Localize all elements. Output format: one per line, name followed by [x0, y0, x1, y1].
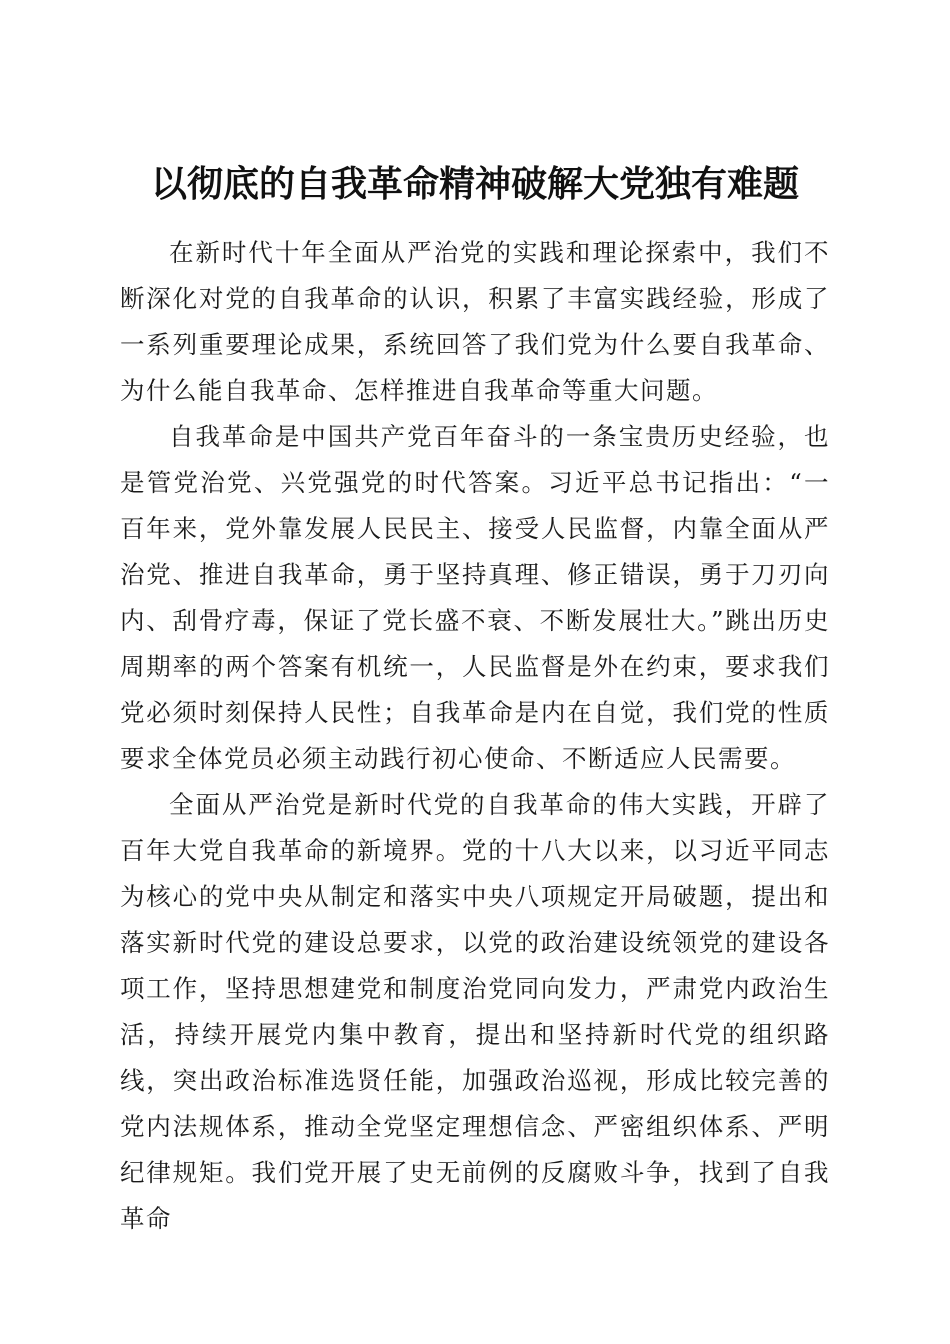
paragraph-2: 自我革命是中国共产党百年奋斗的一条宝贵历史经验，也是管党治党、兴党强党的时代答案。习近平总书记指出：“一百年来，党外靠发展人民民主、接受人民监督，内靠全面从严治党、推进自我革命，勇于坚持真理、修正错误，勇于刀刃向内、刮骨疗毒，保证了党长盛不衰、不断发展壮大。”跳出历史周期率的两个答案有机统一，人民监督是外在约束，要求我们党必须时刻保持人民性；自我革命是内在自觉，我们党的性质要求全体党员必须主动践行初心使命、不断适应人民需要。	[120, 422, 830, 773]
paragraph-1: 在新时代十年全面从严治党的实践和理论探索中，我们不断深化对党的自我革命的认识，积累了丰富实践经验，形成了一系列重要理论成果，系统回答了我们党为什么要自我革命、为什么能自我革命、怎样推进自我革命等重大问题。	[120, 238, 830, 405]
paragraph-3: 全面从严治党是新时代党的自我革命的伟大实践，开辟了百年大党自我革命的新境界。党的十八大以来，以习近平同志为核心的党中央从制定和落实中央八项规定开局破题，提出和落实新时代党的建设总要求，以党的政治建设统领党的建设各项工作，坚持思想建党和制度治党同向发力，严肃党内政治生活，持续开展党内集中教育，提出和坚持新时代党的组织路线，突出政治标准选贤任能，加强政治巡视，形成比较完善的党内法规体系，推动全党坚定理想信念、严密组织体系、严明纪律规矩。我们党开展了史无前例的反腐败斗争，找到了自我革命	[120, 790, 830, 1233]
document-title: 以彻底的自我革命精神破解大党独有难题	[150, 163, 799, 206]
document-body	[120, 230, 830, 1242]
